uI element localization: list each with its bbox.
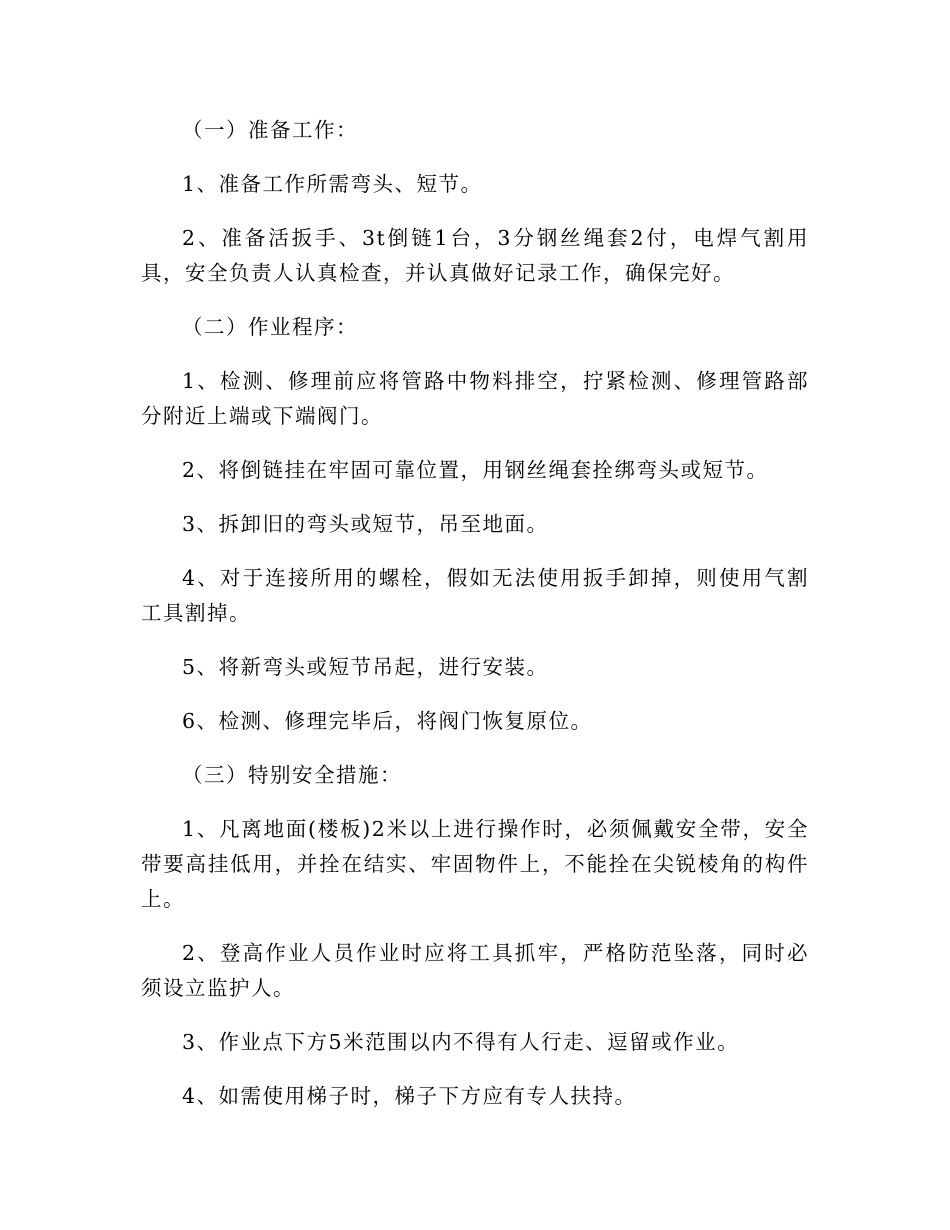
- paragraph: 4、对于连接所用的螺栓，假如无法使用扳手卸掉，则使用气割工具割掉。: [141, 566, 809, 625]
- paragraph: 1、准备工作所需弯头、短节。: [182, 172, 483, 196]
- section-heading-safety-measures: （三）特别安全措施：: [182, 763, 402, 787]
- section-heading-procedure: （二）作业程序：: [182, 315, 358, 339]
- paragraph: 2、将倒链挂在牢固可靠位置，用钢丝绳套拴绑弯头或短节。: [182, 458, 769, 482]
- section-heading-preparation: （一）准备工作：: [182, 118, 358, 142]
- paragraph: 3、作业点下方5米范围以内不得有人行走、逗留或作业。: [182, 1030, 740, 1054]
- paragraph: 6、检测、修理完毕后，将阀门恢复原位。: [182, 709, 593, 733]
- paragraph: 2、准备活扳手、3t倒链1台，3分钢丝绳套2付，电焊气割用具，安全负责人认真检查，并认真做好记录工作，确保完好。: [141, 226, 809, 285]
- paragraph: 3、拆卸旧的弯头或短节，吊至地面。: [182, 512, 549, 536]
- document-body: [141, 113, 809, 1133]
- paragraph: 2、登高作业人员作业时应将工具抓牢，严格防范坠落，同时必须设立监护人。: [141, 941, 809, 1000]
- paragraph: 1、凡离地面(楼板)2米以上进行操作时，必须佩戴安全带，安全带要高挂低用，并拴在结实、牢固物件上，不能拴在尖锐棱角的构件上。: [141, 817, 809, 911]
- paragraph: 4、如需使用梯子时，梯子下方应有专人扶持。: [182, 1084, 637, 1108]
- paragraph: 1、检测、修理前应将管路中物料排空，拧紧检测、修理管路部分附近上端或下端阀门。: [141, 369, 809, 428]
- paragraph: 5、将新弯头或短节吊起，进行安装。: [182, 655, 549, 679]
